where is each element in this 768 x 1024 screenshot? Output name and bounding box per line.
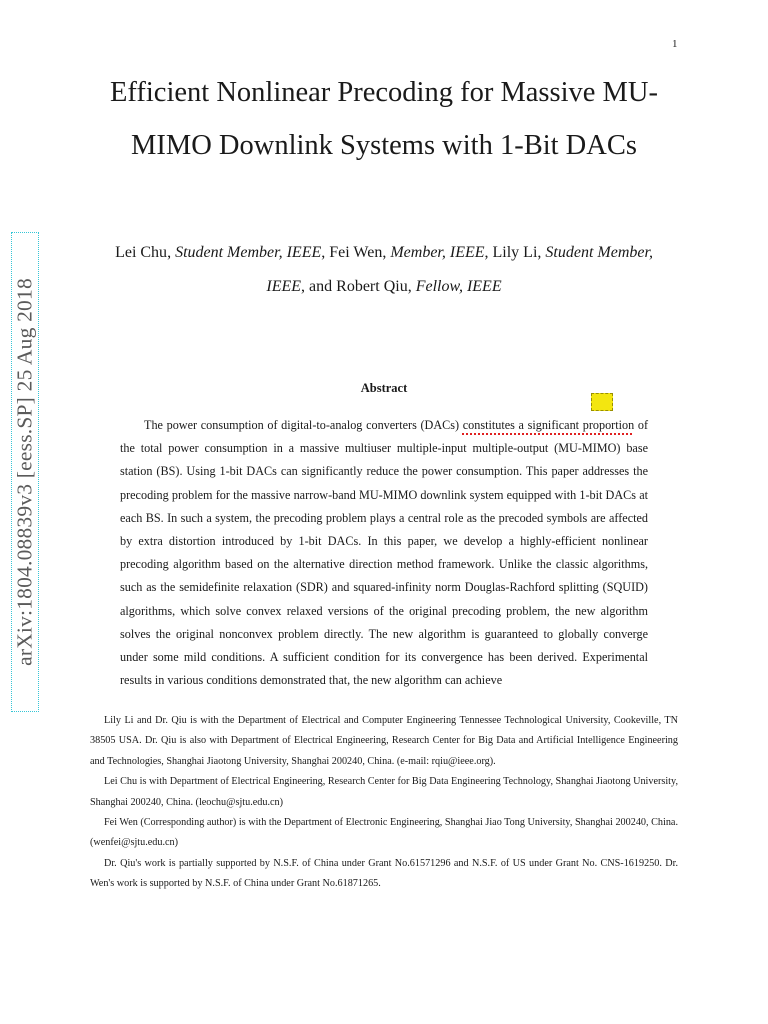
arxiv-stamp-text: arXiv:1804.08839v3 [eess.SP] 25 Aug 2018	[12, 278, 37, 666]
abstract-heading: Abstract	[360, 381, 408, 395]
footnotes	[90, 711, 678, 895]
footnote: Lily Li and Dr. Qiu is with the Department of Electrical and Computer Engineering Tennessee Technological University, Cookeville, TN 38505 USA. Dr. Qiu is also with Department of Electrical Engineering, Research Center for Big Data and Artificial Intelligence Engineering and Technologies, Shanghai Jiaotong University, Shanghai 200240, China. (e-mail: rqiu@ieee.org).	[90, 715, 678, 767]
abstract-body: The power consumption of digital-to-analog converters (DACs) constitutes a significant proportion of the total power consumption in a massive multiuser multiple-input multiple-output (MU-MIMO) base station (BS). Using 1-bit DACs can significantly reduce the power consumption. This paper addresses the precoding problem for the massive narrow-band MU-MIMO downlink system equipped with 1-bit DACs at each BS. In such a system, the precoding problem plays a central role as the precoded symbols are affected by extra distortion introduced by 1-bit DACs. In this paper, we develop a highly-efficient nonlinear precoding algorithm based on the alternative direction method framework. Unlike the classic algorithms, such as the semidefinite relaxation (SDR) and squared-infinity norm Douglas-Rachford splitting (SQUID) algorithms, which solve convex relaxed versions of the original precoding problem, the new algorithm solves the original nonconvex problem directly. The new algorithm is guaranteed to globally converge under some mild conditions. A sufficient condition for its convergence has been derived. Experimental results in various conditions demonstrated that, the new algorithm can achieve	[120, 418, 649, 688]
author-name: Robert Qiu	[336, 278, 408, 295]
author-name: Fei Wen	[329, 244, 383, 261]
author-role: Fellow, IEEE	[415, 278, 502, 295]
author-role: Student Member, IEEE	[175, 244, 322, 261]
highlighted-annotation[interactable]: constitutes a significant proportion	[462, 418, 635, 432]
paper-title: Efficient Nonlinear Precoding for Massive MU-MIMO Downlink Systems with 1-Bit DACs	[110, 77, 658, 161]
author-name: Lei Chu	[115, 244, 168, 261]
author-list: Lei Chu, Student Member, IEEE, Fei Wen, Member, IEEE, Lily Li, Student Member, IEEE, and Robert Qiu, Fellow, IEEE	[115, 244, 653, 295]
page-number: 1	[672, 38, 678, 50]
footnote: Lei Chu is with Department of Electrical Engineering, Research Center for Big Data Engineering Technology, Shanghai Jiaotong University, Shanghai 200240, China. (leochu@sjtu.edu.cn)	[90, 776, 678, 808]
arxiv-stamp[interactable]	[11, 232, 39, 712]
author-name: Lily Li	[492, 244, 538, 261]
footnote: Dr. Qiu's work is partially supported by N.S.F. of China under Grant No.61571296 and N.S.F. of US under Grant No. CNS-1619250. Dr. Wen's work is supported by N.S.F. of China under Grant No.61871265.	[90, 857, 678, 890]
sticky-note-annotation-icon[interactable]	[591, 393, 613, 411]
footnote: Fei Wen (Corresponding author) is with the Department of Electronic Engineering, Shanghai Jiao Tong University, Shanghai 200240, China. (wenfei@sjtu.edu.cn)	[90, 817, 678, 849]
author-role: Member, IEEE	[390, 244, 485, 261]
author-role: Student Member, IEEE	[266, 244, 653, 295]
